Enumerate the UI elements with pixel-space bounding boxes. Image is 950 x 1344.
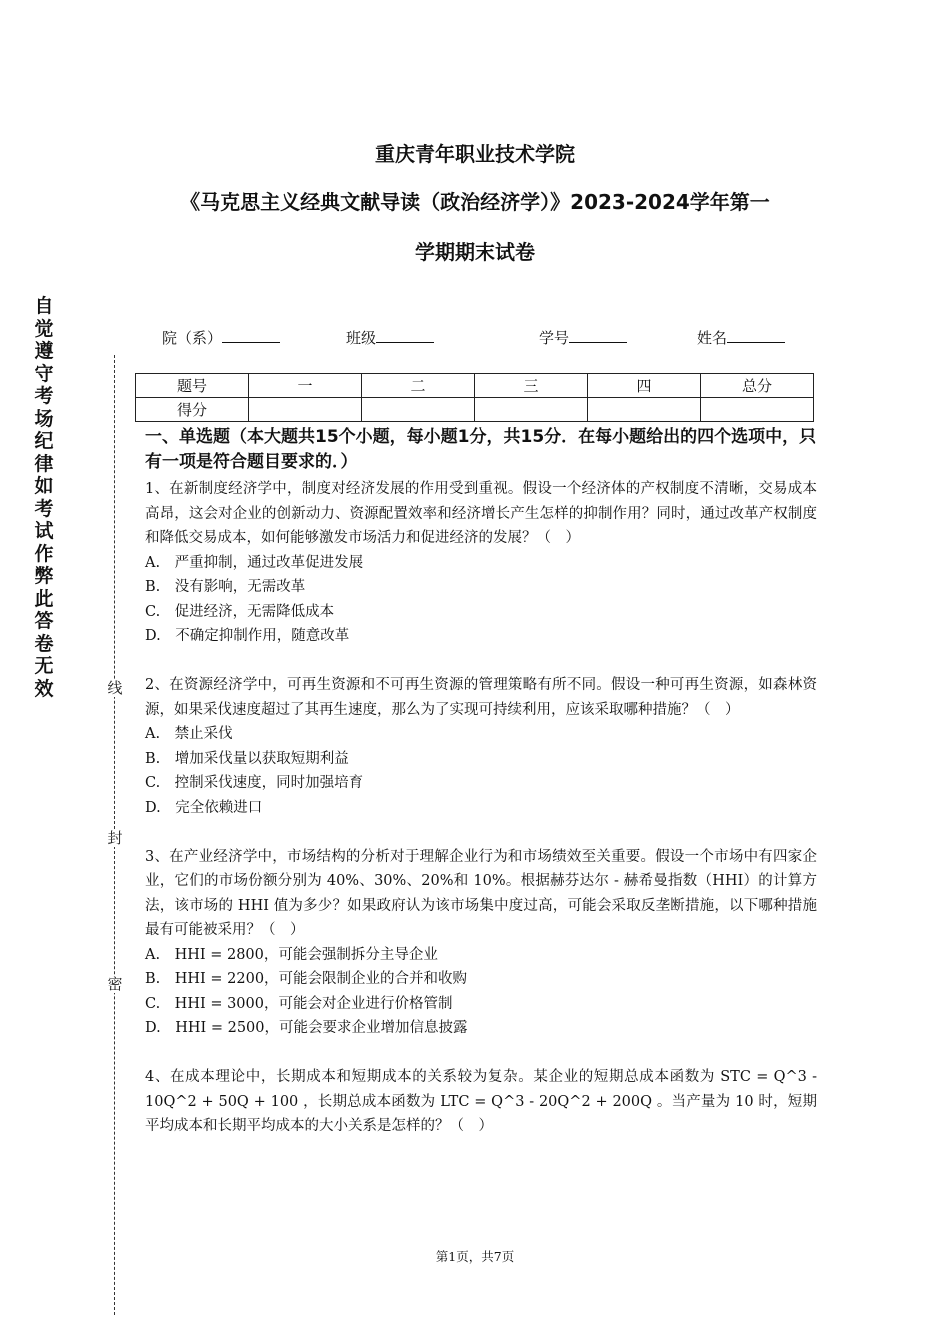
question-block [145,845,817,1041]
score-table-score-row [136,398,814,422]
question-stem: 4、在成本理论中，长期成本和短期成本的关系较为复杂。某企业的短期总成本函数为 STC = Q^3 - 10Q^2 + 50Q + 100 ，长期总成本函数为 LTC = Q^3 - 20Q^2 + 200Q 。当产量为 10 时，短期平均成本和长期平均成本的大小关系是怎样的？（ ） [145,1069,817,1134]
question-block [145,673,817,820]
class-blank[interactable] [376,326,434,343]
option-c[interactable]: C. HHI = 3000，可能会对企业进行价格管制 [145,995,453,1012]
class-label: 班级 [346,329,377,347]
dept-blank[interactable] [222,326,280,343]
option-b[interactable]: B. 没有影响，无需改革 [145,579,306,595]
questions-body [145,477,817,1163]
option-c[interactable]: C. 控制采伐速度，同时加强培育 [145,775,364,791]
score-input-cell[interactable] [475,398,588,422]
page-number: 第1页，共7页 [435,1249,515,1264]
exam-title: 《马克思主义经典文献导读（政治经济学）》2023-2024学年第一 [180,190,770,214]
binding-mark-seal: 封 [107,829,123,847]
option-d[interactable]: D. 不确定抑制作用，随意改革 [145,628,350,644]
name-label: 姓名 [697,329,728,347]
exam-title-cont: 学期期末试卷 [415,240,535,264]
score-cell: 题号 [136,374,249,398]
question-stem: 2、在资源经济学中，可再生资源和不可再生资源的管理策略有所不同。假设一种可再生资源，如森林资源，如果采伐速度超过了其再生速度，那么为了实现可持续利用，应该采取哪种措施？（ ） [145,677,817,718]
dept-field[interactable] [162,326,280,348]
question-block [145,1065,817,1139]
score-input-cell[interactable] [701,398,814,422]
option-c[interactable]: C. 促进经济，无需降低成本 [145,603,335,620]
name-blank[interactable] [727,326,785,343]
score-cell: 四 [588,374,701,398]
score-cell: 得分 [136,398,249,422]
score-input-cell[interactable] [362,398,475,422]
option-a[interactable]: A. 禁止采伐 [145,726,233,742]
student-no-field[interactable] [539,326,627,348]
question-stem: 3、在产业经济学中，市场结构的分析对于理解企业行为和市场绩效至关重要。假设一个市场中有四家企业，它们的市场份额分别为 40%、30%、20%和 10%。根据赫芬达尔 - 赫希曼指数（HHI）的计算方法，该市场的 HHI 值为多少？如果政府认为该市场集中度过高，可能会采取反垄断措施，以下哪种措施最有可能被采用？（ ） [145,848,817,938]
option-d[interactable]: D. 完全依赖进口 [145,799,263,816]
score-table [135,373,814,422]
name-field[interactable] [697,326,785,348]
student-no-label: 学号 [539,329,570,347]
option-b[interactable]: B. HHI = 2200，可能会限制企业的合并和收购 [145,971,468,987]
score-input-cell[interactable] [249,398,362,422]
binding-mark-secret: 密 [107,975,123,993]
question-stem: 1、在新制度经济学中，制度对经济发展的作用受到重视。假设一个经济体的产权制度不清晰，交易成本高昂，这会对企业的创新动力、资源配置效率和经济增长产生怎样的抑制作用？同时，通过改革产权制度和降低交易成本，如何能够激发市场活力和促进经济的发展？（ ） [145,481,817,546]
score-table-header-row [136,374,814,398]
option-a[interactable]: A. 严重抑制，通过改革促进发展 [145,554,364,571]
class-field[interactable] [346,326,434,348]
question-block [145,477,817,649]
school-name: 重庆青年职业技术学院 [375,142,575,166]
dept-label: 院（系） [162,329,223,347]
score-cell: 二 [362,374,475,398]
exam-rule-vertical: 自觉遵守考场纪律如考试作弊此答卷无效 [34,295,54,700]
binding-mark-line: 线 [107,679,123,697]
score-cell: 三 [475,374,588,398]
option-d[interactable]: D. HHI = 2500，可能会要求企业增加信息披露 [145,1020,468,1036]
option-a[interactable]: A. HHI = 2800，可能会强制拆分主导企业 [145,946,438,963]
student-no-blank[interactable] [569,326,627,343]
section-heading: 一、单选题（本大题共15个小题，每小题1分，共15分．在每小题给出的四个选项中，只有一项是符合题目要求的．） [145,427,817,472]
score-cell: 一 [249,374,362,398]
score-cell: 总分 [701,374,814,398]
score-input-cell[interactable] [588,398,701,422]
option-b[interactable]: B. 增加采伐量以获取短期利益 [145,750,349,767]
